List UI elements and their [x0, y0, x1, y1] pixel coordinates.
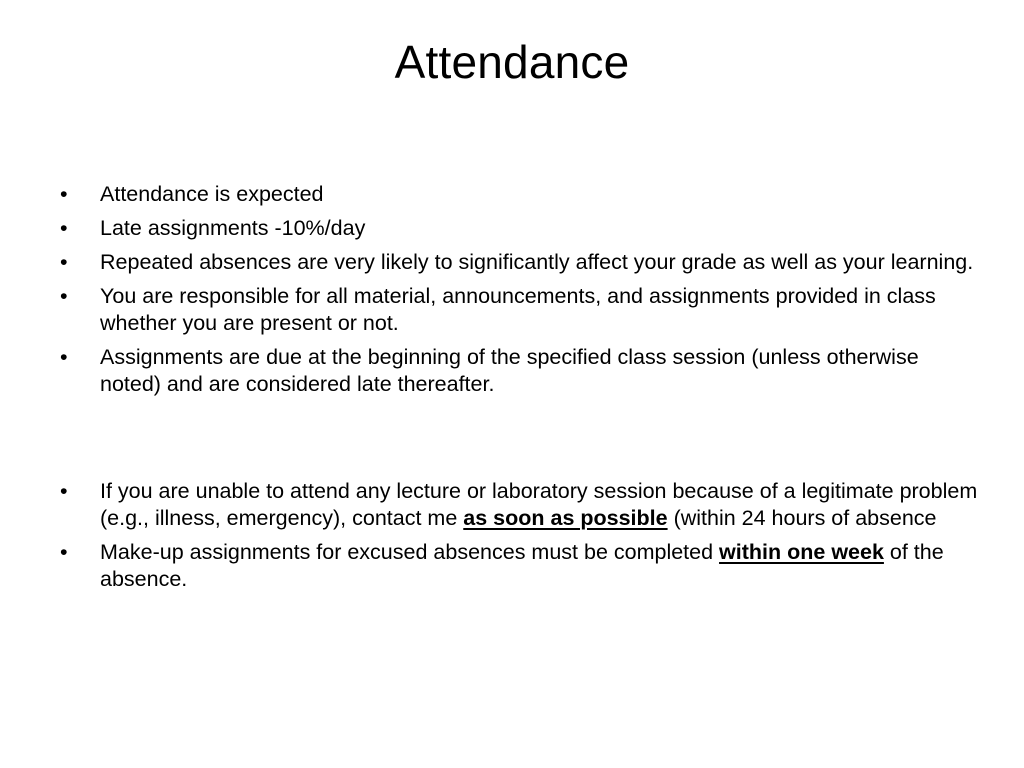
bullet-text-after: (within 24 hours of absence	[667, 506, 937, 530]
slide-title: Attendance	[394, 36, 630, 88]
bullet-text: Attendance is expected	[100, 182, 324, 206]
bullet-item-late-assignments	[60, 215, 980, 242]
emphasis-text: as soon as possible	[463, 506, 668, 530]
bullet-icon: •	[60, 250, 68, 274]
bullet-text: Repeated absences are very likely to significantly affect your grade as well as your learning.	[100, 250, 974, 274]
bullet-item-due-dates	[60, 344, 980, 398]
bullet-item-attendance-expected	[60, 181, 980, 208]
bullet-text-after: of the absence.	[100, 540, 944, 591]
bullet-text-before: If you are unable to attend any lecture or laboratory session because of a legitimate problem (e.g., illness, emergency), contact me	[100, 479, 978, 530]
bullet-text: Assignments are due at the beginning of the specified class session (unless otherwise noted) and are considered late thereafter.	[100, 345, 919, 396]
bullet-icon: •	[60, 284, 68, 308]
bullet-text	[100, 540, 944, 591]
bullet-text: Late assignments -10%/day	[100, 216, 366, 240]
bullet-list	[60, 181, 980, 600]
bullet-icon: •	[60, 216, 68, 240]
emphasis-text: within one week	[719, 540, 884, 564]
bullet-item-unable-to-attend	[60, 478, 980, 532]
bullet-text-before: Make-up assignments for excused absences must be completed	[100, 540, 720, 564]
bullet-text: You are responsible for all material, announcements, and assignments provided in class whether you are present or not.	[100, 284, 936, 335]
bullet-icon: •	[60, 345, 68, 369]
bullet-item-responsibility	[60, 283, 980, 337]
bullet-icon: •	[60, 540, 68, 564]
bullet-icon: •	[60, 479, 68, 503]
bullet-item-make-up-assignments	[60, 539, 980, 593]
bullet-item-repeated-absences	[60, 249, 980, 276]
bullet-text	[100, 479, 977, 530]
bullet-icon: •	[60, 182, 68, 206]
